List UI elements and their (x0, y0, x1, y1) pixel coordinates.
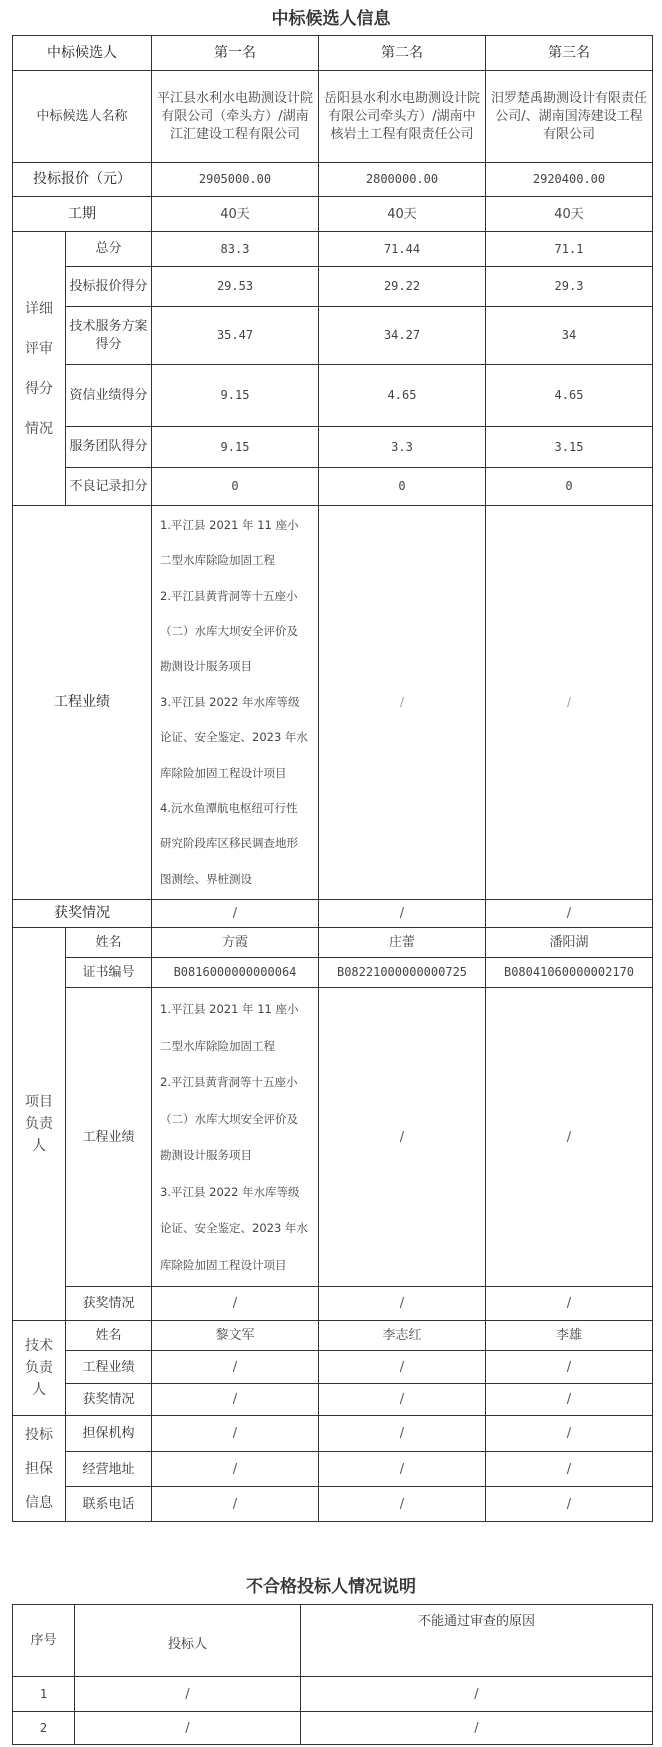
bid-price-first: 2905000.00 (152, 163, 319, 197)
project-leader-cert: B08221000000000725 (319, 958, 486, 988)
tech-leader-award: / (319, 1384, 486, 1416)
header-reason: 不能通过审查的原因 (301, 1605, 653, 1677)
project-leader-name: 方霞 (152, 928, 319, 958)
tech-leader-perf: / (152, 1351, 319, 1384)
project-leader-cert: B08041060000002170 (486, 958, 653, 988)
candidate-name-first: 平江县水利水电勘测设计院有限公司（牵头方）/湖南江汇建设工程有限公司 (152, 71, 319, 163)
tech-leader-name: 黎文军 (152, 1321, 319, 1351)
performance-third: / (486, 506, 653, 900)
detail-label: 资信业绩得分 (66, 365, 152, 427)
bid-price-label: 投标报价（元） (13, 163, 152, 197)
row-bidder: / (75, 1712, 301, 1745)
project-leader-cert: B0816000000000064 (152, 958, 319, 988)
project-leader-perf-label: 工程业绩 (66, 988, 152, 1287)
awards-value: / (486, 900, 653, 928)
detail-value: 71.44 (319, 232, 486, 267)
period-first: 40天 (152, 197, 319, 232)
guarantee-value: / (152, 1487, 319, 1522)
project-leader-perf-first: 1.平江县 2021 年 11 座小 二型水库除险加固工程 2.平江县黄背洞等十五座小 （二）水库大坝安全评价及 勘测设计服务项目 3.平江县 2022 年水库等级 论证、安全鉴定、2023 年水 库除险加固工程设计项目 (152, 988, 319, 1287)
tech-leader-award: / (152, 1384, 319, 1416)
guarantee-value: / (486, 1416, 653, 1452)
detail-value: 29.53 (152, 267, 319, 307)
detail-value: 3.15 (486, 427, 653, 468)
guarantee-label: 联系电话 (66, 1487, 152, 1522)
guarantee-value: / (152, 1416, 319, 1452)
guarantee-value: / (152, 1452, 319, 1487)
candidate-name-label: 中标候选人名称 (13, 71, 152, 163)
guarantee-value: / (319, 1416, 486, 1452)
detail-label: 投标报价得分 (66, 267, 152, 307)
detail-value: 71.1 (486, 232, 653, 267)
tech-leader-name: 李雄 (486, 1321, 653, 1351)
tech-leader-perf: / (486, 1351, 653, 1384)
row-reason: / (301, 1712, 653, 1745)
row-reason: / (301, 1677, 653, 1712)
detail-value: 34 (486, 307, 653, 365)
project-leader-award: / (486, 1287, 653, 1321)
awards-value: / (319, 900, 486, 928)
project-leader-group-label: 项目 负责 人 (13, 928, 66, 1321)
row-bidder: / (75, 1677, 301, 1712)
guarantee-value: / (319, 1452, 486, 1487)
project-leader-name-label: 姓名 (66, 928, 152, 958)
period-label: 工期 (13, 197, 152, 232)
detail-value: 29.3 (486, 267, 653, 307)
awards-value: / (152, 900, 319, 928)
project-leader-name: 庄蕾 (319, 928, 486, 958)
awards-label: 获奖情况 (13, 900, 152, 928)
bid-price-second: 2800000.00 (319, 163, 486, 197)
detail-value: 83.3 (152, 232, 319, 267)
detail-label: 不良记录扣分 (66, 468, 152, 506)
guarantee-label: 经营地址 (66, 1452, 152, 1487)
header-second: 第二名 (319, 36, 486, 71)
candidate-name-second: 岳阳县水利水电勘测设计院有限公司牵头方）/湖南中核岩土工程有限责任公司 (319, 71, 486, 163)
detail-label: 技术服务方案得分 (66, 307, 152, 365)
detail-value: 4.65 (319, 365, 486, 427)
candidate-table (12, 35, 653, 1522)
header-first: 第一名 (152, 36, 319, 71)
detail-value: 9.15 (152, 365, 319, 427)
unqualified-table (12, 1604, 653, 1745)
tech-leader-perf: / (319, 1351, 486, 1384)
project-leader-perf: / (319, 988, 486, 1287)
guarantee-label: 担保机构 (66, 1416, 152, 1452)
detail-value: 0 (486, 468, 653, 506)
period-third: 40天 (486, 197, 653, 232)
guarantee-value: / (319, 1487, 486, 1522)
detail-group-label: 详细 评审 得分 情况 (13, 232, 66, 506)
candidate-name-third: 汨罗楚禹勘测设计有限责任公司/、湖南国涛建设工程有限公司 (486, 71, 653, 163)
guarantee-group-label: 投标 担保 信息 (13, 1416, 66, 1522)
detail-value: 35.47 (152, 307, 319, 365)
header-no: 序号 (13, 1605, 75, 1677)
guarantee-value: / (486, 1452, 653, 1487)
row-no: 2 (13, 1712, 75, 1745)
tech-leader-name: 李志红 (319, 1321, 486, 1351)
tech-leader-award: / (486, 1384, 653, 1416)
unqualified-title: 不合格投标人情况说明 (246, 1577, 416, 1597)
project-leader-name: 潘阳湖 (486, 928, 653, 958)
performance-second: / (319, 506, 486, 900)
tech-leader-group-label: 技术 负责 人 (13, 1321, 66, 1416)
detail-value: 3.3 (319, 427, 486, 468)
tech-leader-name-label: 姓名 (66, 1321, 152, 1351)
detail-value: 0 (152, 468, 319, 506)
bid-price-third: 2920400.00 (486, 163, 653, 197)
detail-value: 4.65 (486, 365, 653, 427)
project-leader-perf: / (486, 988, 653, 1287)
detail-value: 34.27 (319, 307, 486, 365)
performance-label: 工程业绩 (13, 506, 152, 900)
detail-label: 总分 (66, 232, 152, 267)
main-title: 中标候选人信息 (271, 9, 391, 29)
row-no: 1 (13, 1677, 75, 1712)
detail-value: 29.22 (319, 267, 486, 307)
tech-leader-perf-label: 工程业绩 (66, 1351, 152, 1384)
project-leader-award-label: 获奖情况 (66, 1287, 152, 1321)
project-leader-award: / (319, 1287, 486, 1321)
detail-label: 服务团队得分 (66, 427, 152, 468)
project-leader-cert-label: 证书编号 (66, 958, 152, 988)
tech-leader-award-label: 获奖情况 (66, 1384, 152, 1416)
detail-value: 0 (319, 468, 486, 506)
header-candidate: 中标候选人 (13, 36, 152, 71)
period-second: 40天 (319, 197, 486, 232)
project-leader-award: / (152, 1287, 319, 1321)
header-third: 第三名 (486, 36, 653, 71)
guarantee-value: / (486, 1487, 653, 1522)
header-bidder: 投标人 (75, 1605, 301, 1677)
performance-first: 1.平江县 2021 年 11 座小 二型水库除险加固工程 2.平江县黄背洞等十五座小 （二）水库大坝安全评价及 勘测设计服务项目 3.平江县 2022 年水库等级 论证、安全鉴定、2023 年水 库除险加固工程设计项目 4.沅水鱼潭航电枢纽可行性 研究阶段库区移民调查地形 图测绘、界桩测设 (152, 506, 319, 900)
detail-value: 9.15 (152, 427, 319, 468)
